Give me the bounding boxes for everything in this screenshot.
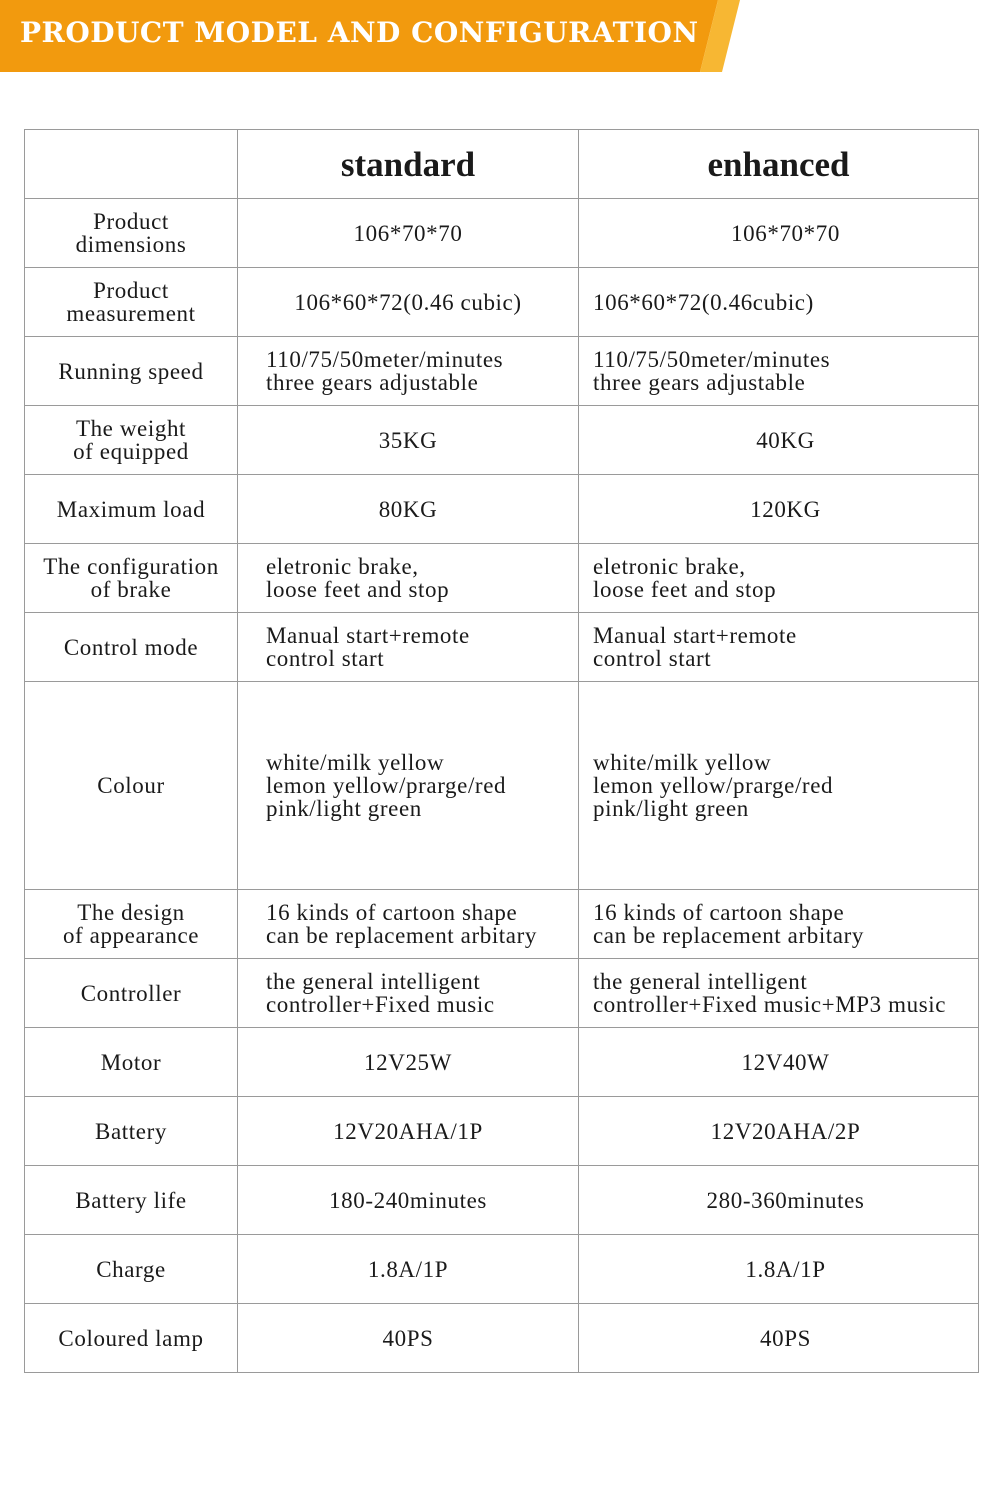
enhanced-value: 16 kinds of cartoon shape can be replacement arbitary bbox=[579, 890, 979, 959]
enhanced-value: 12V40W bbox=[579, 1028, 979, 1097]
standard-value: the general intelligent controller+Fixed music bbox=[238, 959, 579, 1028]
header-enhanced: enhanced bbox=[579, 130, 979, 199]
header-banner bbox=[0, 0, 740, 72]
table-row bbox=[25, 890, 979, 959]
row-label: The configuration of brake bbox=[25, 544, 238, 613]
table-row bbox=[25, 544, 979, 613]
standard-value: Manual start+remote control start bbox=[238, 613, 579, 682]
standard-value: 40PS bbox=[238, 1304, 579, 1373]
header-empty bbox=[25, 130, 238, 199]
row-label: The design of appearance bbox=[25, 890, 238, 959]
enhanced-value: 12V20AHA/2P bbox=[579, 1097, 979, 1166]
standard-value: 35KG bbox=[238, 406, 579, 475]
standard-value: white/milk yellow lemon yellow/prarge/red pink/light green bbox=[238, 682, 579, 890]
row-label: Colour bbox=[25, 682, 238, 890]
enhanced-value: 40PS bbox=[579, 1304, 979, 1373]
row-label: Control mode bbox=[25, 613, 238, 682]
table-row bbox=[25, 1097, 979, 1166]
enhanced-value: the general intelligent controller+Fixed music+MP3 music bbox=[579, 959, 979, 1028]
table-row bbox=[25, 682, 979, 890]
table-row bbox=[25, 199, 979, 268]
standard-value: 80KG bbox=[238, 475, 579, 544]
row-label: Maximum load bbox=[25, 475, 238, 544]
standard-value: 106*70*70 bbox=[238, 199, 579, 268]
row-label: Coloured lamp bbox=[25, 1304, 238, 1373]
row-label: Charge bbox=[25, 1235, 238, 1304]
page-title: PRODUCT MODEL AND CONFIGURATION bbox=[20, 16, 699, 49]
enhanced-value: 106*60*72(0.46cubic) bbox=[579, 268, 979, 337]
enhanced-value: 110/75/50meter/minutes three gears adjustable bbox=[579, 337, 979, 406]
spec-table bbox=[24, 129, 979, 1373]
enhanced-value: 120KG bbox=[579, 475, 979, 544]
table-row bbox=[25, 613, 979, 682]
enhanced-value: eletronic brake, loose feet and stop bbox=[579, 544, 979, 613]
table-header-row bbox=[25, 130, 979, 199]
table-row bbox=[25, 1304, 979, 1373]
standard-value: 110/75/50meter/minutes three gears adjustable bbox=[238, 337, 579, 406]
table-row bbox=[25, 268, 979, 337]
standard-value: 106*60*72(0.46 cubic) bbox=[238, 268, 579, 337]
header-standard: standard bbox=[238, 130, 579, 199]
table-row bbox=[25, 959, 979, 1028]
enhanced-value: 40KG bbox=[579, 406, 979, 475]
enhanced-value: 106*70*70 bbox=[579, 199, 979, 268]
enhanced-value: Manual start+remote control start bbox=[579, 613, 979, 682]
row-label: Battery bbox=[25, 1097, 238, 1166]
standard-value: 12V25W bbox=[238, 1028, 579, 1097]
row-label: The weight of equipped bbox=[25, 406, 238, 475]
table-row bbox=[25, 1028, 979, 1097]
table-row bbox=[25, 475, 979, 544]
table-row bbox=[25, 1166, 979, 1235]
table-row bbox=[25, 337, 979, 406]
row-label: Motor bbox=[25, 1028, 238, 1097]
standard-value: 16 kinds of cartoon shape can be replacement arbitary bbox=[238, 890, 579, 959]
standard-value: 12V20AHA/1P bbox=[238, 1097, 579, 1166]
enhanced-value: 280-360minutes bbox=[579, 1166, 979, 1235]
row-label: Product dimensions bbox=[25, 199, 238, 268]
row-label: Running speed bbox=[25, 337, 238, 406]
enhanced-value: 1.8A/1P bbox=[579, 1235, 979, 1304]
standard-value: 1.8A/1P bbox=[238, 1235, 579, 1304]
enhanced-value: white/milk yellow lemon yellow/prarge/red pink/light green bbox=[579, 682, 979, 890]
table-row bbox=[25, 406, 979, 475]
table-row bbox=[25, 1235, 979, 1304]
standard-value: eletronic brake, loose feet and stop bbox=[238, 544, 579, 613]
row-label: Controller bbox=[25, 959, 238, 1028]
standard-value: 180-240minutes bbox=[238, 1166, 579, 1235]
row-label: Battery life bbox=[25, 1166, 238, 1235]
row-label: Product measurement bbox=[25, 268, 238, 337]
